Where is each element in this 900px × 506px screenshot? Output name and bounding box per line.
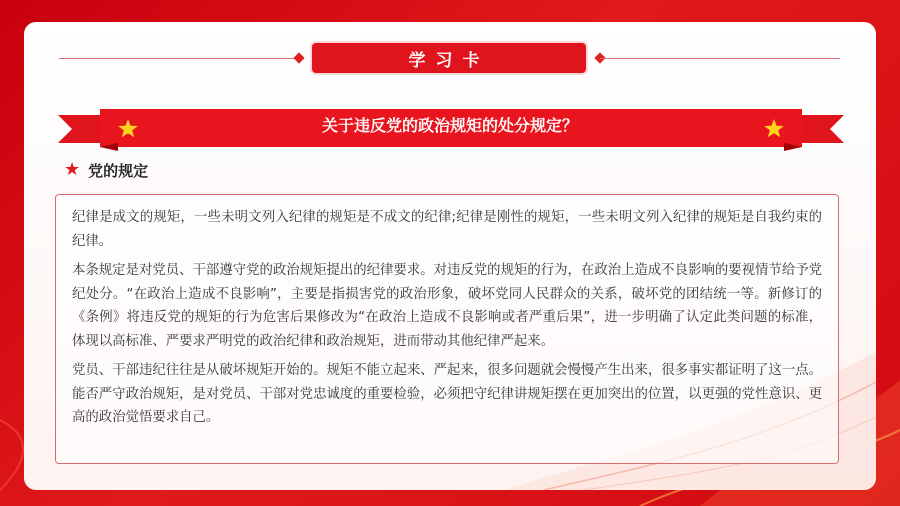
section-title: 党的规定 <box>88 161 149 180</box>
study-card <box>24 22 876 490</box>
paragraph: 本条规定是对党员、干部遵守党的政治规矩提出的纪律要求。对违反党的规矩的行为，在政治上造成不良影响的要视情节给予党纪处分。“在政治上造成不良影响”，主要是指损害党的政治形象，破坏党同人民群众的关系，破坏党的团结统一等。新修订的《条例》将违反党的规矩的行为危害后果修改为“在政治上造成不良影响或者严重后果”，进一步明确了认定此类问题的标准，体现以高标准、严要求严明党的政治纪律和政治规矩，进而带动其他纪律严起来。 <box>72 263 822 349</box>
star-icon: ★ <box>64 159 81 180</box>
paragraph: 纪律是成文的规矩，一些未明文列入纪律的规矩是不成文的纪律;纪律是刚性的规矩，一些未明文列入纪律的规矩是自我约束的纪律。 <box>72 210 822 249</box>
content-box <box>55 194 839 464</box>
title-divider-left <box>59 58 299 59</box>
question-heading: 关于违反党的政治规矩的处分规定？ <box>321 116 578 135</box>
section-header <box>64 158 148 182</box>
card-title: 学习卡 <box>312 43 586 73</box>
paragraph: 党员、干部违纪往往是从破坏规矩开始的。规矩不能立起来、严起来，很多问题就会慢慢产生出来，很多事实都证明了这一点。能否严守政治规矩，是对党员、干部对党忠诚度的重要检验，必须把守纪律讲规矩摆在更加突出的位置，以更强的党性意识、更高的政治觉悟要求自己。 <box>72 363 822 425</box>
title-divider-right <box>600 58 840 59</box>
